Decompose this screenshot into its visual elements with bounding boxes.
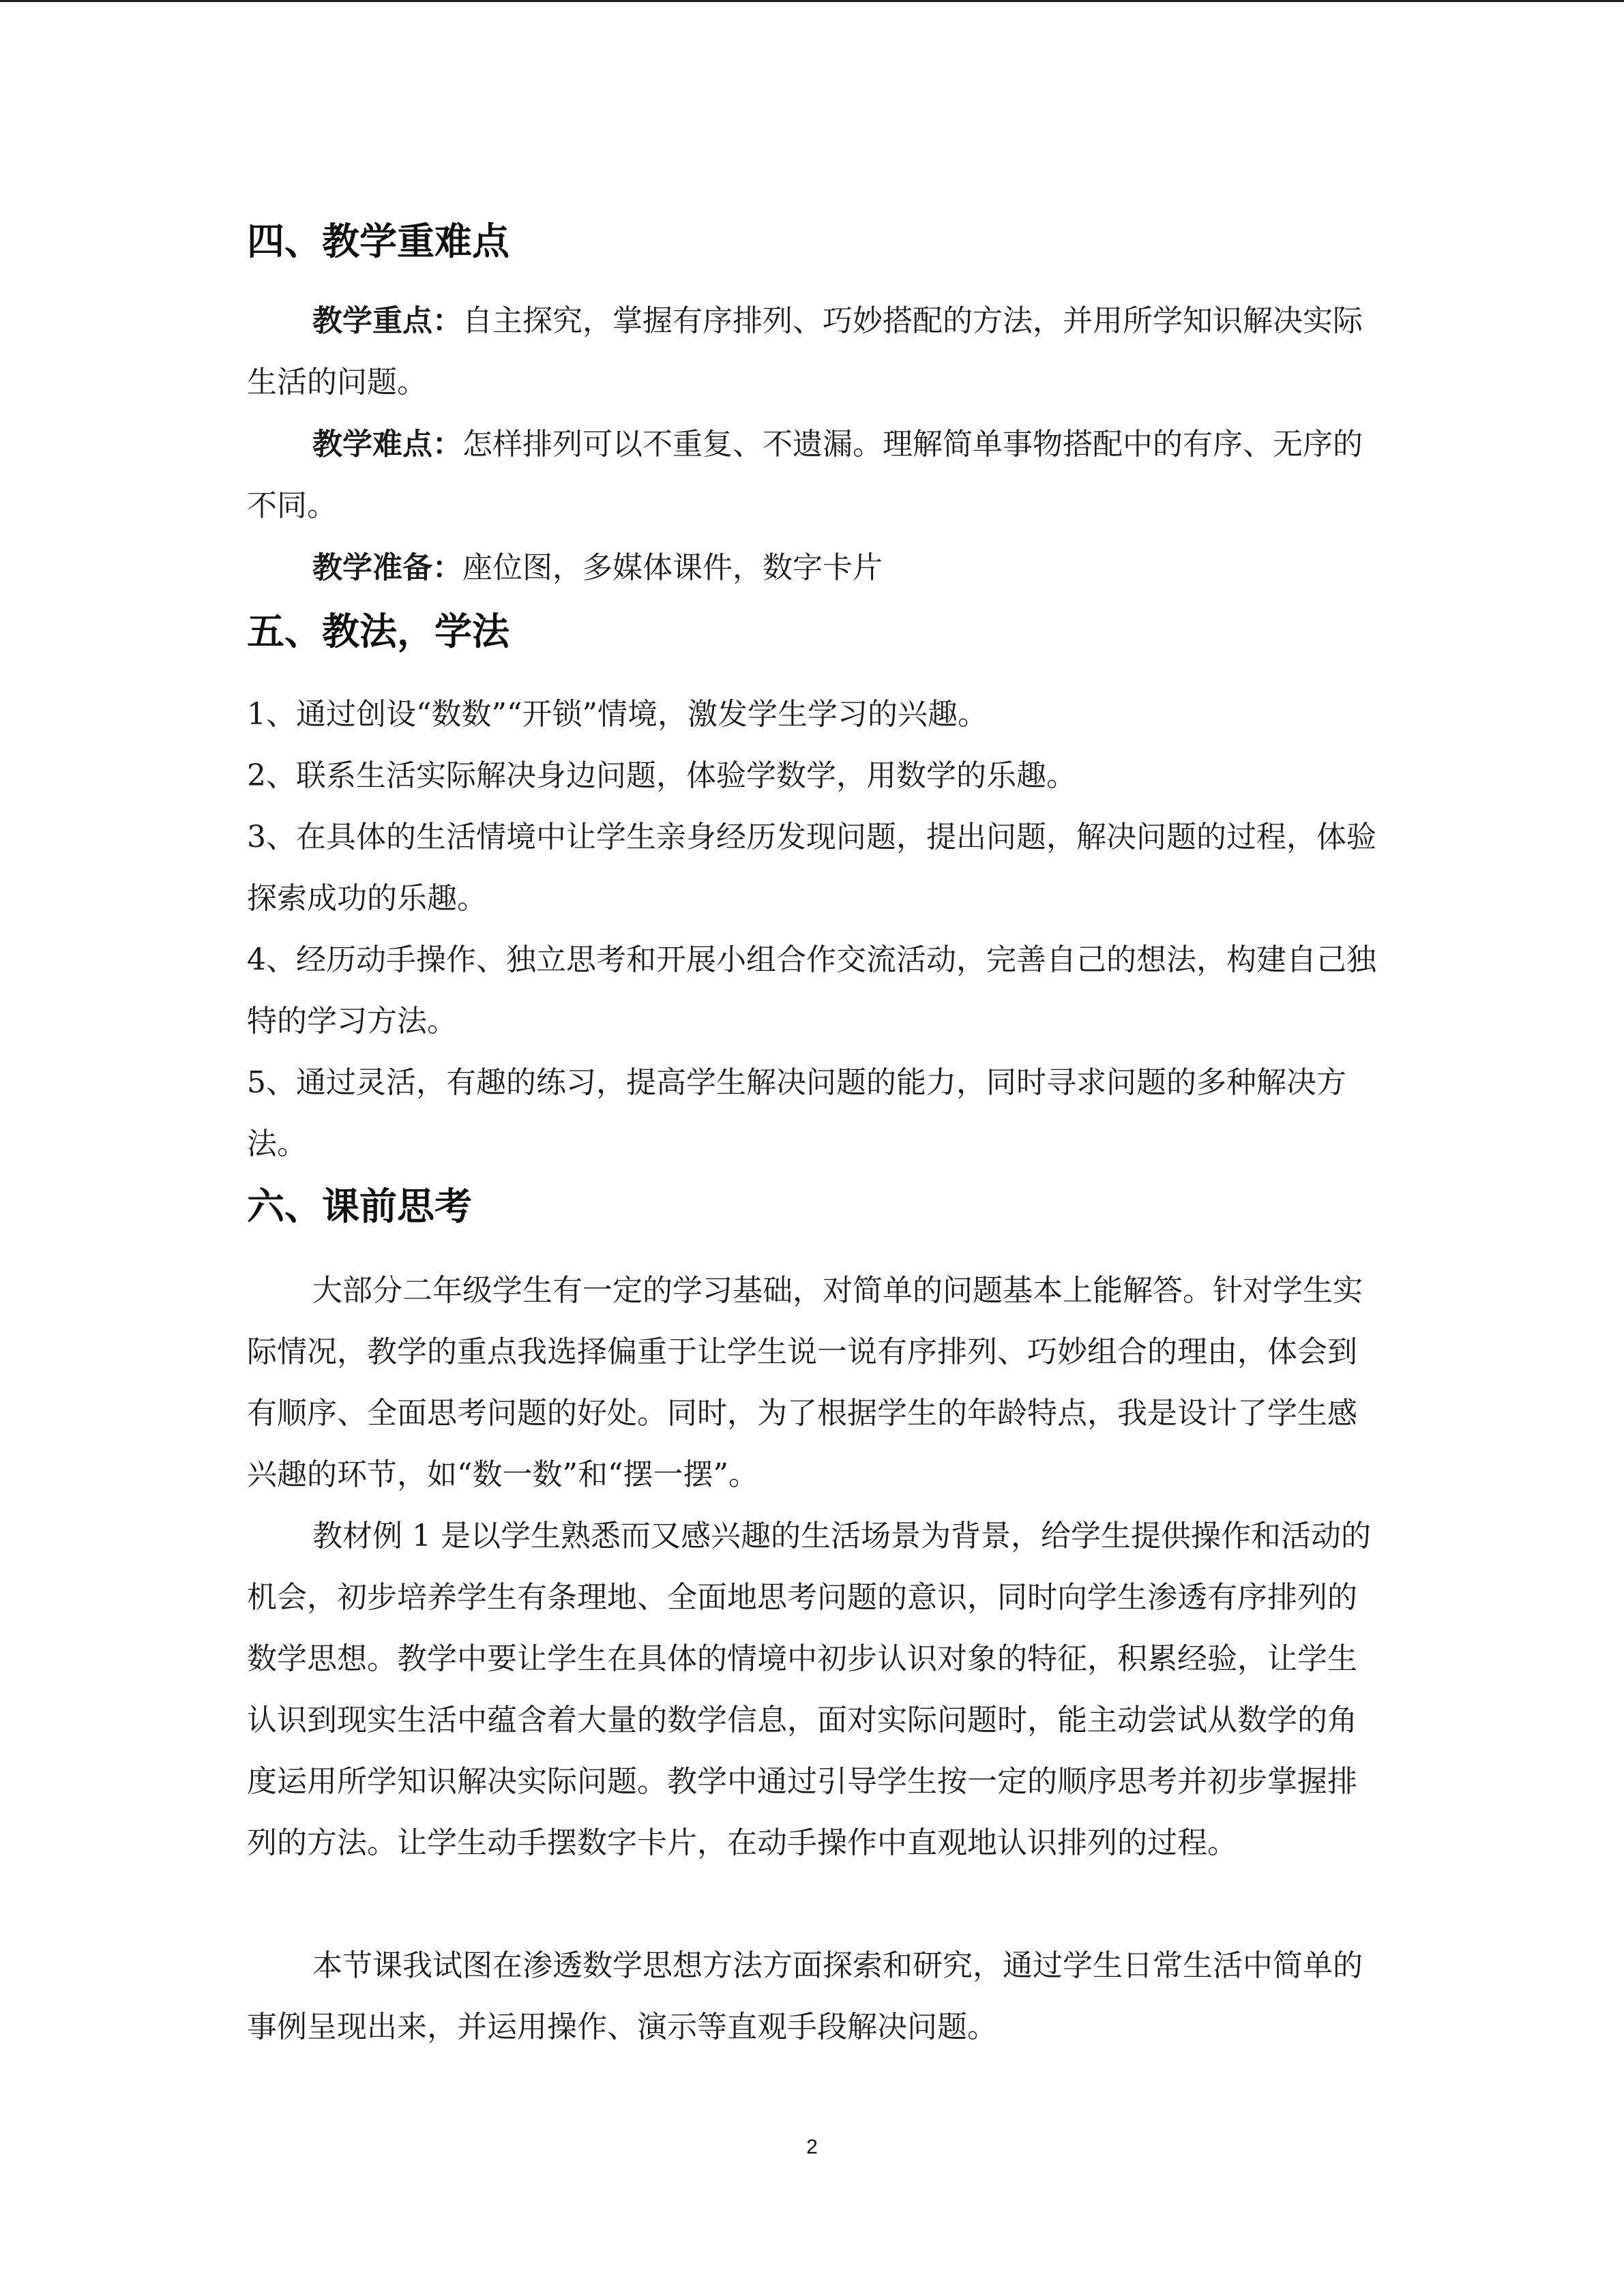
section-heading-methods: 五、教法，学法: [247, 610, 510, 653]
paragraph-reflection-1: 大部分二年级学生有一定的学习基础，对简单的问题基本上能解答。针对学生实际情况，教学的重点我选择偏重于让学生说一说有序排列、巧妙组合的理由，体会到有顺序、全面思考问题的好处。同时，为了根据学生的年龄特点，我是设计了学生感兴趣的环节，如“数一数”和“摆一摆”。: [247, 1273, 1363, 1492]
label-teaching-difficulty: 教学难点：: [312, 427, 462, 462]
paragraph-teaching-difficulty: [247, 414, 1379, 537]
list-item: 2、联系生活实际解决身边问题，体验学数学，用数学的乐趣。: [247, 758, 1076, 793]
page-number: 2: [806, 2136, 818, 2158]
list-item: 4、经历动手操作、独立思考和开展小组合作交流活动，完善自己的想法，构建自己独特的学习方法。: [247, 942, 1376, 1039]
paragraph-teaching-focus: [247, 290, 1379, 413]
paragraph-reflection-3: 本节课我试图在渗透数学思想方法方面探索和研究，通过学生日常生活中简单的事例呈现出来，并运用操作、演示等直观手段解决问题。: [247, 1948, 1363, 2044]
list-item: 1、通过创设“数数”“开锁”情境，激发学生学习的兴趣。: [247, 697, 988, 732]
label-teaching-focus: 教学重点：: [312, 303, 462, 338]
section-heading-key-difficult-points: 四、教学重难点: [247, 220, 510, 263]
list-item: 3、在具体的生活情境中让学生亲身经历发现问题，提出问题，解决问题的过程，体验探索成功的乐趣。: [247, 820, 1376, 916]
text-teaching-difficulty: 怎样排列可以不重复、不遗漏。理解简单事物搭配中的有序、无序的不同。: [247, 427, 1363, 523]
list-item: 5、通过灵活，有趣的练习，提高学生解决问题的能力，同时寻求问题的多种解决方法。: [247, 1065, 1346, 1161]
text-teaching-preparation: 座位图，多媒体课件，数字卡片: [462, 550, 883, 585]
paragraph-teaching-preparation: [247, 537, 1379, 599]
text-teaching-focus: 自主探究，掌握有序排列、巧妙搭配的方法，并用所学知识解决实际生活的问题。: [247, 303, 1363, 400]
top-border-line: [0, 0, 1624, 2]
section-heading-pre-class-reflection: 六、课前思考: [247, 1184, 473, 1228]
paragraph-reflection-2: 教材例 1 是以学生熟悉而又感兴趣的生活场景为背景，给学生提供操作和活动的机会，初步培养学生有条理地、全面地思考问题的意识，同时向学生渗透有序排列的数学思想。教学中要让学生在具体的情境中初步认识对象的特征，积累经验，让学生认识到现实生活中蕴含着大量的数学信息，面对实际问题时，能主动尝试从数学的角度运用所学知识解决实际问题。教学中通过引导学生按一定的顺序思考并初步掌握排列的方法。让学生动手摆数字卡片，在动手操作中直观地认识排列的过程。: [247, 1519, 1371, 1860]
label-teaching-preparation: 教学准备：: [312, 550, 462, 585]
